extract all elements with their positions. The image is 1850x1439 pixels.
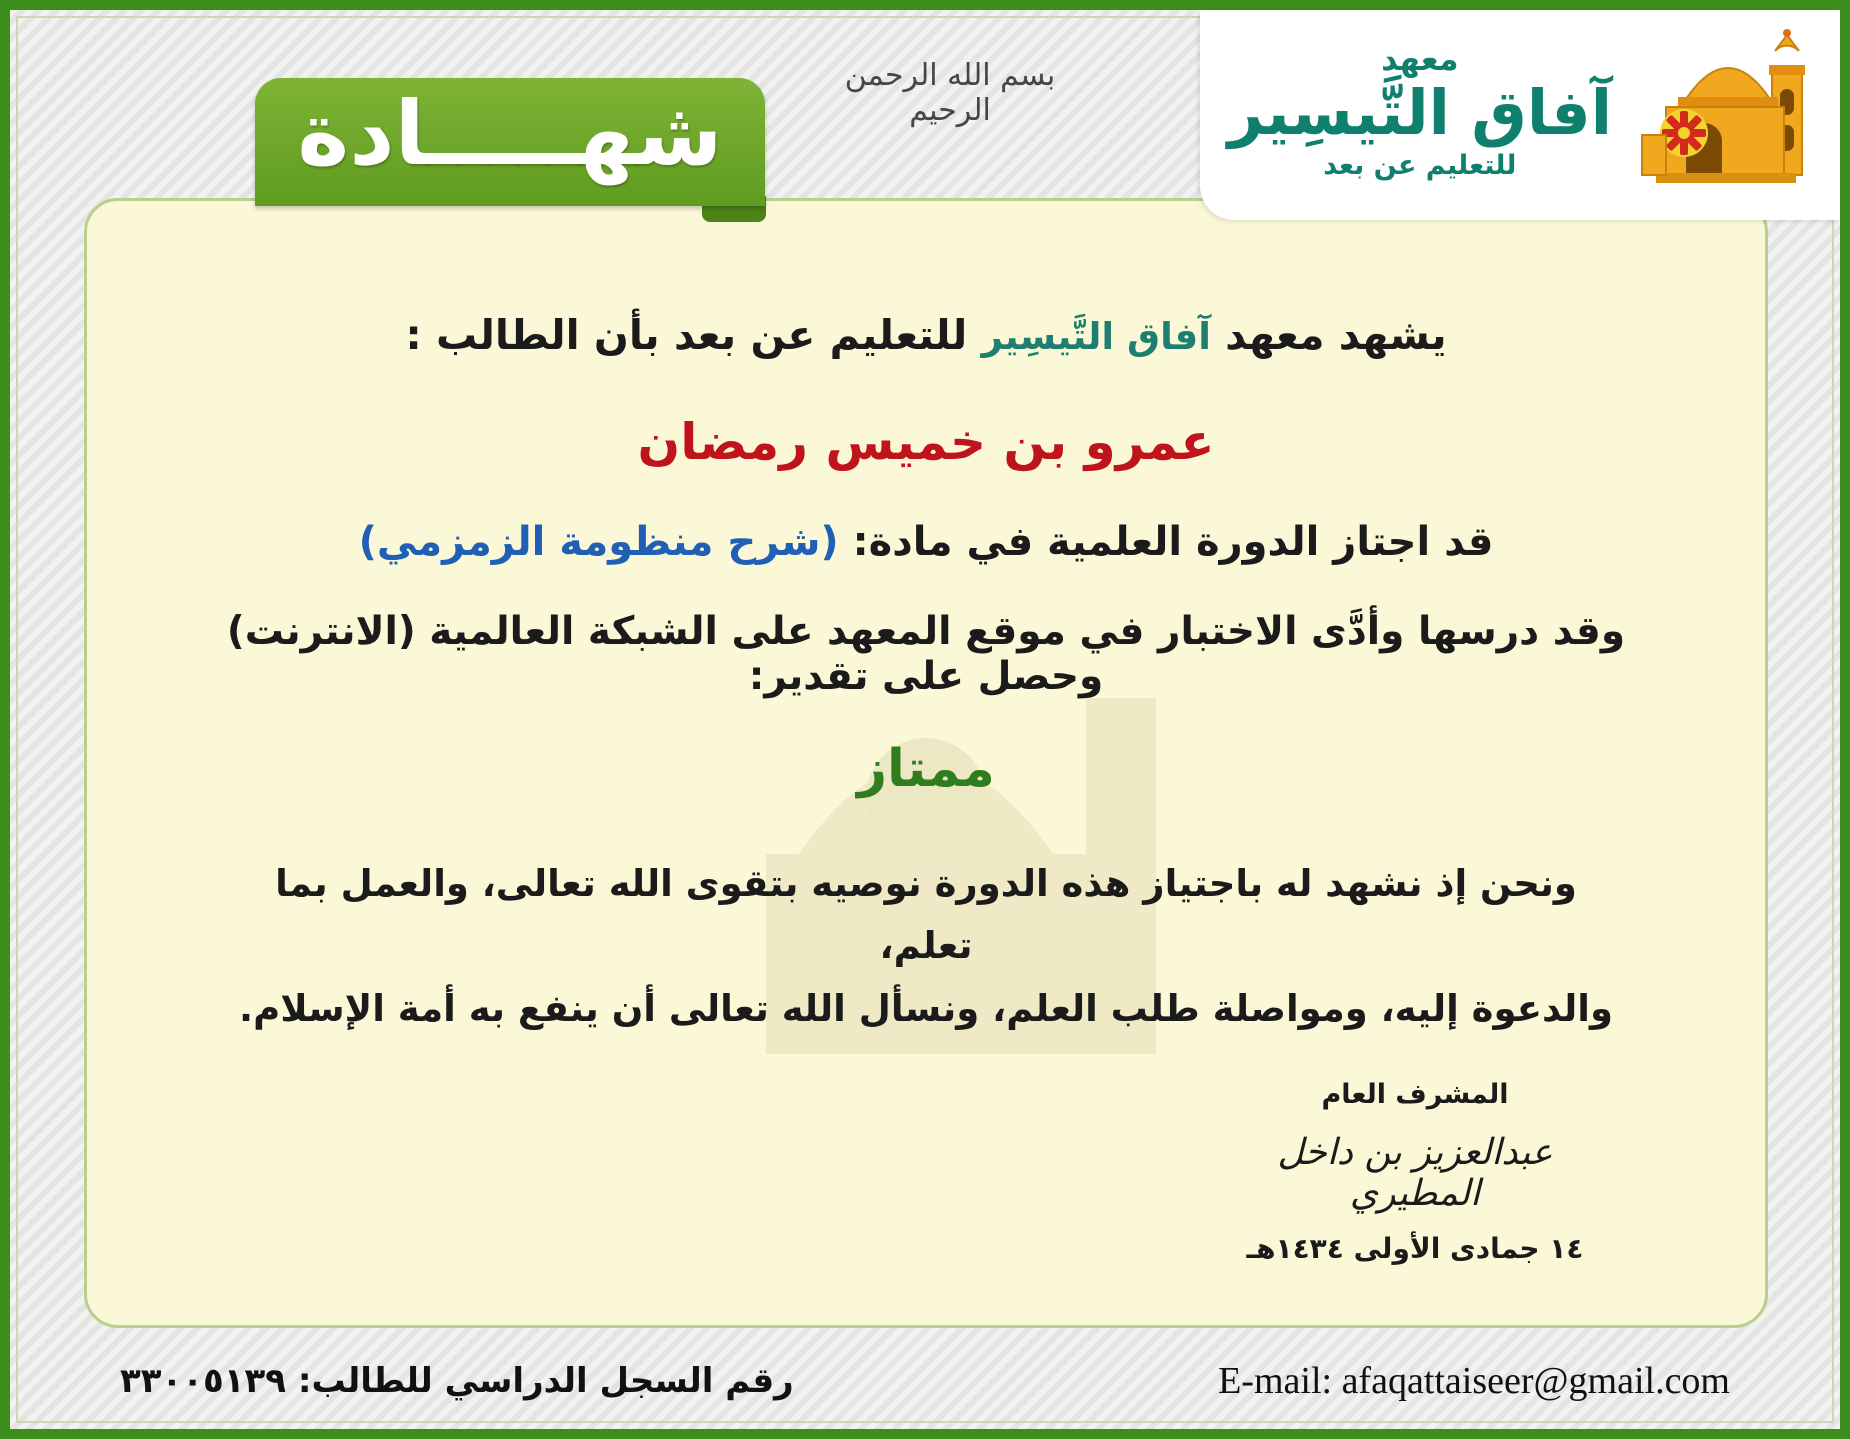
institute-logo-panel (1200, 10, 1840, 220)
page-footer (10, 1335, 1840, 1427)
email-label: E-mail: (1218, 1360, 1333, 1402)
signature-name: عبدالعزيز بن داخل المطيري (1277, 1132, 1553, 1214)
record-number: ٣٣٠٠٥١٣٩ (120, 1361, 287, 1401)
closing-line-1: ونحن إذ نشهد له باجتياز هذه الدورة نوصيه بتقوى الله تعالى، والعمل بما تعلم، (275, 861, 1577, 968)
closing-paragraph (236, 853, 1616, 1042)
certificate-title-tab (255, 78, 765, 206)
intro-after: للتعليم عن بعد بأن الطالب : (405, 311, 968, 359)
student-record-number (120, 1361, 794, 1401)
logo-line-sub: للتعليم عن بعد (1323, 150, 1517, 182)
logo-line-big: آفاق التَّيسِير (1227, 75, 1612, 149)
intro-before: يشهد معهد (1225, 311, 1447, 359)
contact-email (1218, 1359, 1730, 1403)
certificate-content (87, 201, 1765, 1041)
grade-value: ممتاز (857, 738, 995, 799)
signature-block (1215, 1079, 1615, 1265)
course-line (165, 519, 1687, 565)
student-name: عمرو بن خميس رمضان (637, 412, 1215, 471)
mosque-logo-icon (1626, 29, 1816, 201)
email-value: afaqattaiseer@gmail.com (1341, 1360, 1730, 1402)
closing-line-2: والدعوة إليه، ومواصلة طلب العلم، ونسأل الله تعالى أن ينفع به أمة الإسلام. (239, 987, 1613, 1031)
course-before: قد اجتاز الدورة العلمية في مادة: (852, 518, 1494, 565)
signature-date: ١٤ جمادى الأولى ١٤٣٤هـ (1246, 1232, 1584, 1265)
intro-institute: آفاق التَّيسِير (981, 315, 1211, 358)
certificate-title: شهـــــادة (297, 82, 723, 185)
record-label: رقم السجل الدراسي للطالب: (297, 1361, 794, 1401)
exam-line: وقد درسها وأدَّى الاختبار في موقع المعهد على الشبكة العالمية (الانترنت) وحصل على تقدير: (226, 608, 1626, 699)
signature-title: المشرف العام (1321, 1079, 1509, 1110)
intro-line (165, 305, 1687, 367)
course-subject: (شرح منظومة الزمزمي) (358, 518, 839, 565)
certificate-body (84, 198, 1768, 1328)
logo-line-small: معهد (1381, 39, 1459, 78)
basmala-text: بسم الله الرحمن الرحيم (844, 58, 1056, 128)
institute-logo-text (1227, 39, 1612, 189)
